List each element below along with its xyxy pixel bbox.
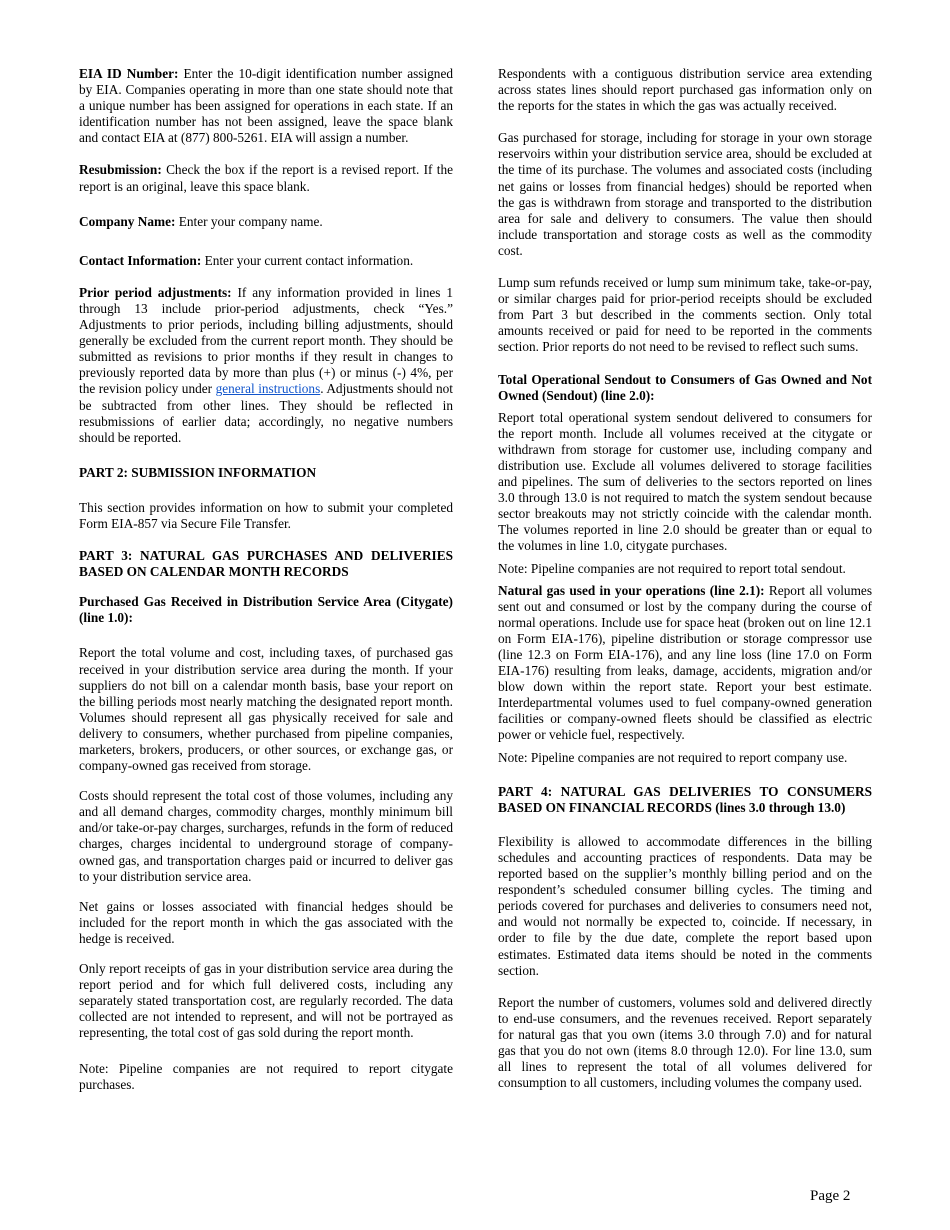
contiguous-area-paragraph: Respondents with a contiguous distribution service area extending across states lines should report purchased gas information only on the reports for the states in which the gas was actually received. <box>498 66 872 114</box>
right-column <box>498 66 872 1091</box>
flexibility-paragraph: Flexibility is allowed to accommodate differences in the billing schedules and accounting practices of respondents. Data may be reported based on the supplier’s monthly billing period and on the respondent’s scheduled consumer billing cycles. The timing and periods covered for purchases and deliveries to consumers need not, and would not normally be expected to, coincide. If necessary, in order to file by the due date, complete the report based upon estimates. Estimated data items should be noted in the comments section. <box>498 833 872 978</box>
part2-text: This section provides information on how to submit your completed Form EIA-857 via Secure File Transfer. <box>79 499 453 531</box>
eia-id-label: EIA ID Number: <box>79 66 179 81</box>
sendout-paragraph: Report total operational system sendout delivered to consumers for the report month. Include all volumes received at the citygate or withdrawn from storage for customer use, including company and distribution use. Exclude all volumes delivered to storage facilities and pipelines. The sum of deliveries to the sectors reported on lines 3.0 through 13.0 is not required to match the system sendout because sector breakouts may not strictly coincide with the calendar month. The volumes reported in line 2.0 should be greater than or equal to the volumes in line 1.0, citygate purchases. <box>498 409 872 554</box>
customers-paragraph: Report the number of customers, volumes sold and delivered directly to end-use consumers, and the revenues received. Report separately for natural gas that you own (items 3.0 through 7.0) and for natural gas that you do not own (items 8.0 through 12.0). For line 13.0, sum all lines to represent the total of all volumes delivered for consumption to all customers, including volumes the company used. <box>498 994 872 1091</box>
lump-sum-paragraph: Lump sum refunds received or lump sum minimum take, take-or-pay, or similar charges paid for prior-period receipts should be excluded from Part 3 but described in the comments section. Only total amounts received or paid for need to be reported in the comments section. Prior reports do not need to be revised to reflect such sums. <box>498 275 872 355</box>
eia-id-paragraph <box>79 66 453 146</box>
prior-period-text: If any information provided in lines 1 through 13 include prior-period adjustments, check “Yes.” Adjustments to prior periods, including billing adjustments, should generally be excluded from the current report month. They should be submitted as revisions to prior months if they result in changes to previously reported data by more than plus (+) or minus (-) 4%, per the revision policy under <box>79 284 453 397</box>
resubmission-label: Resubmission: <box>79 162 162 178</box>
part4-heading: PART 4: NATURAL GAS DELIVERIES TO CONSUMERS BASED ON FINANCIAL RECORDS (lines 3.0 through 13.0) <box>498 783 872 815</box>
eia-id-text: Enter the 10-digit identification number assigned by EIA. Companies operating in more than one state should note that a unique number has been assigned for operations in each state. If an identification number has not been assigned, leave the space blank and contact EIA at (877) 800-5261. EIA will assign a number. <box>79 66 453 146</box>
prior-period-label: Prior period adjustments: <box>79 284 232 300</box>
company-name-label: Company Name: <box>79 213 176 229</box>
contact-information-paragraph <box>79 253 453 269</box>
company-name-text: Enter your company name. <box>175 213 323 229</box>
operations-note: Note: Pipeline companies are not required to report company use. <box>498 749 848 765</box>
operations-text: Report all volumes sent out and consumed or lost by the company during the course of normal operations. Include use for space heat (broken out on line 12.1 on Form EIA-176), pipeline distribution or storage compressor use (line 12.3 on Form EIA-176), and any line loss (line 17.0 on Form EIA-176) resulting from leaks, damage, accidents, migration and/or blow down within the report state. Report your best estimate. Interdepartmental volumes used to fuel company-owned generation facilities or company-owned fleets should be classified as electric power or vehicle fuel, respectively. <box>498 582 872 743</box>
costs-paragraph: Costs should represent the total cost of those volumes, including any and all demand charges, commodity charges, monthly minimum bill and/or take-or-pay charges, surcharges, refunds in the form of reduced charges, charges incidental to underground storage of company-owned gas, and transportation charges paid or incurred to deliver gas to your distribution service area. <box>79 788 453 884</box>
prior-period-text-end: . Adjustments should not be subtracted from other lines. They should be reflected in resubmissions of earlier data; accordingly, no negative numbers should be reported. <box>79 381 454 445</box>
resubmission-paragraph <box>79 162 453 194</box>
resubmission-text: Check the box if the report is a revised report. If the report is an original, leave this space blank. <box>79 162 453 194</box>
hedges-paragraph: Net gains or losses associated with financial hedges should be included for the report month in which the gas associated with the hedge is received. <box>79 898 453 946</box>
prior-period-paragraph <box>79 285 453 446</box>
citygate-note: Note: Pipeline companies are not required to report citygate purchases. <box>79 1060 453 1092</box>
citygate-paragraph: Report the total volume and cost, including taxes, of purchased gas received in your distribution service area during the month. If your suppliers do not bill on a calendar month basis, base your report on the billing periods most nearly matching the designated report month. Volumes should represent all gas physically received for sale and delivery to consumers, whether purchased from pipeline companies, marketers, brokers, producers, or other sources, or exchange gas, or company-owned gas received from storage. <box>79 645 453 774</box>
contact-information-label: Contact Information: <box>79 252 202 268</box>
citygate-heading: Purchased Gas Received in Distribution Service Area (Citygate) (line 1.0): <box>79 594 453 626</box>
operations-paragraph <box>498 583 872 744</box>
sendout-note: Note: Pipeline companies are not required to report total sendout. <box>498 560 846 576</box>
sendout-heading: Total Operational Sendout to Consumers of Gas Owned and Not Owned (Sendout) (line 2.0): <box>498 371 872 403</box>
page-number: Page 2 <box>810 1188 851 1204</box>
company-name-paragraph <box>79 214 453 230</box>
receipts-paragraph: Only report receipts of gas in your distribution service area during the report period and for which full delivered costs, including any separately stated transportation cost, are regularly recorded. The data collected are not intended to represent, and will not be portrayed as representing, the total cost of gas sold during the report month. <box>79 961 453 1041</box>
left-column <box>79 66 453 1093</box>
storage-purchase-paragraph: Gas purchased for storage, including for storage in your own storage reservoirs within your distribution service area, should be excluded at the time of its purchase. The volumes and associated costs (including net gains or losses from financial hedges) should be reported when the gas is withdrawn from storage and transported to the distribution area for sale and delivery to consumers. The value then should include transportation and storage costs as well as the commodity cost. <box>498 130 872 258</box>
contact-information-text: Enter your current contact information. <box>201 252 414 268</box>
part3-heading: PART 3: NATURAL GAS PURCHASES AND DELIVERIES BASED ON CALENDAR MONTH RECORDS <box>79 548 453 580</box>
general-instructions-link[interactable]: general instructions <box>215 381 321 397</box>
part2-heading: PART 2: SUBMISSION INFORMATION <box>79 464 317 480</box>
operations-label: Natural gas used in your operations (line 2.1): <box>498 582 765 598</box>
